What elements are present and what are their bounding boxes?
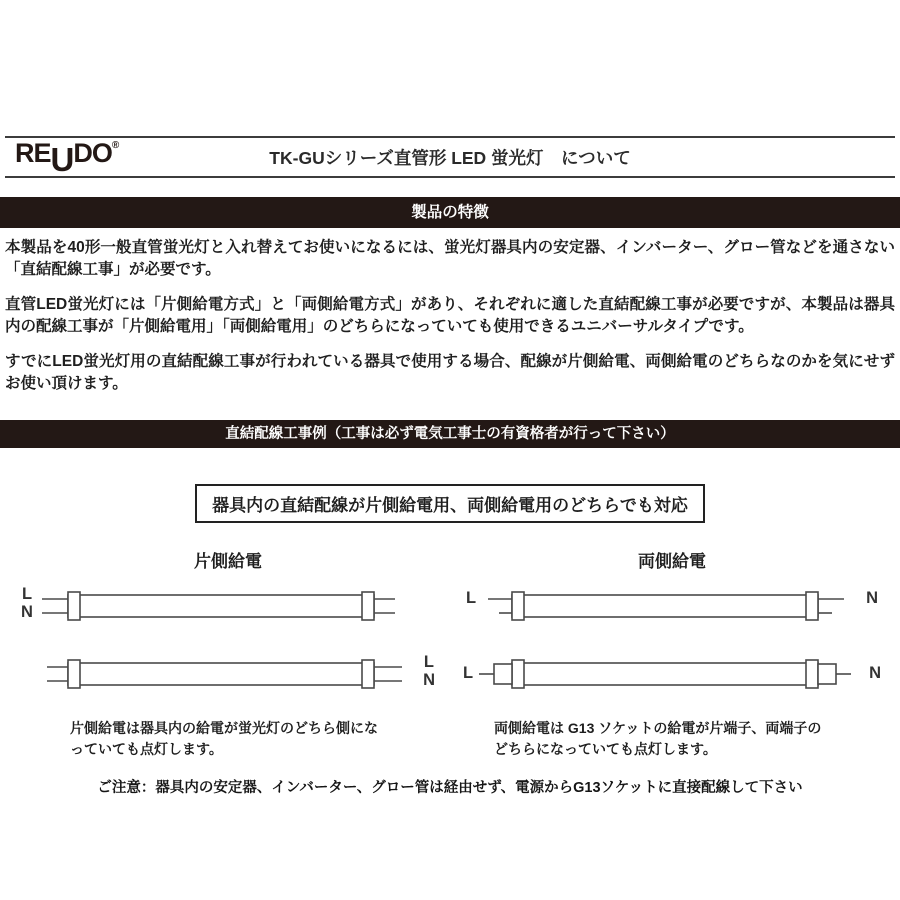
warning-note: ご注意：器具内の安定器、インバーター、グロー管は経由せず、電源からG13ソケットに直接配線して下さい <box>97 780 803 796</box>
both-ends-feed-column <box>462 547 882 760</box>
neutral-wire-label: N <box>21 603 33 621</box>
registered-trademark-symbol: ® <box>111 140 119 151</box>
page-title: TK-GUシリーズ直管形 LED 蛍光灯 について <box>269 147 631 168</box>
neutral-wire-label: N <box>423 671 435 689</box>
single-end-feed-caption: 片側給電は器具内の給電が蛍光灯のどちら側になっていても点灯します。 <box>70 720 378 757</box>
logo-text-do: DO <box>73 138 112 168</box>
fluorescent-tube-drawing <box>18 582 438 630</box>
wiring-section-bar: 直結配線工事例（工事は必ず電気工事士の有資格者が行って下さい） <box>0 420 900 448</box>
feature-paragraph-3: すでにLED蛍光灯用の直結配線工事が行われている器具で使用する場合、配線が片側給電、両側給電のどちらなのかを気にせずお使い頂けます。 <box>5 353 895 392</box>
neutral-wire-label: N <box>866 589 878 607</box>
feature-paragraph-1: 本製品を40形一般直管蛍光灯と入れ替えてお使いになるには、蛍光灯器具内の安定器、インバーター、グロー管などを通さない「直結配線工事」が必要です。 <box>5 239 895 278</box>
features-section-bar: 製品の特徴 <box>0 197 900 228</box>
fluorescent-tube-drawing <box>462 650 882 698</box>
live-wire-label: L <box>463 664 474 682</box>
tube-diagram-single-feed-right <box>18 650 438 698</box>
features-body <box>0 228 900 395</box>
reudo-logo <box>15 138 119 178</box>
single-end-feed-title: 片側給電 <box>194 552 262 571</box>
live-wire-label: L <box>22 585 33 603</box>
tube-diagram-both-ends-single-pin <box>462 582 882 630</box>
single-end-feed-column <box>18 547 438 760</box>
both-ends-feed-title: 両側給電 <box>638 552 706 571</box>
live-wire-label: L <box>466 589 477 607</box>
neutral-wire-label: N <box>869 664 881 682</box>
support-box-wrap <box>0 484 900 523</box>
live-wire-label: L <box>423 653 434 671</box>
fluorescent-tube-drawing <box>18 650 438 698</box>
logo-text-u: U <box>50 141 74 178</box>
fluorescent-tube-drawing <box>462 582 882 630</box>
tube-diagram-both-ends-shorted <box>462 650 882 698</box>
feature-paragraph-2: 直管LED蛍光灯には「片側給電方式」と「両側給電方式」があり、それぞれに適した直結配線工事が必要ですが、本製品は器具内の配線工事が「片側給電用」「両側給電用」のどちらになっていても使用できるユニバーサルタイプです。 <box>5 296 895 335</box>
tube-diagram-single-feed-left <box>18 582 438 630</box>
universal-support-box: 器具内の直結配線が片側給電用、両側給電用のどちらでも対応 <box>195 484 705 523</box>
logo-text: RE <box>15 138 51 168</box>
wiring-diagram-columns <box>0 547 900 760</box>
both-ends-feed-caption: 両側給電は G13 ソケットの給電が片端子、両端子のどちらになっていても点灯します。 <box>494 720 822 757</box>
page-header <box>5 136 895 178</box>
